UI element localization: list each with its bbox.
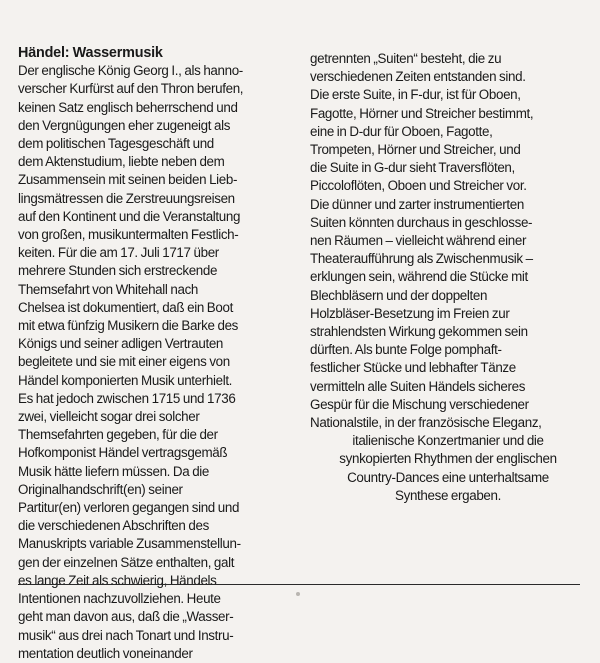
page-dot-mark — [296, 592, 300, 596]
text-line: gen der einzelnen Sätze enthalten, galt — [18, 554, 235, 570]
left-body — [18, 62, 296, 663]
text-line: Zusammensein mit seinen beiden Lieb- — [18, 172, 238, 188]
text-line: dürften. Als bunte Folge pomphaft- — [310, 342, 502, 358]
text-line: keiten. Für die am 17. Juli 1717 über — [18, 245, 219, 261]
text-line: mentation deutlich voneinander — [18, 645, 193, 661]
text-line: Trompeten, Hörner und Streicher, und — [310, 142, 521, 158]
text-line: Händel komponierten Musik unterhielt. — [18, 372, 233, 388]
text-line: begleitete und sie mit einer eigens von — [18, 354, 230, 370]
text-line: Chelsea ist dokumentiert, daß ein Boot — [18, 299, 233, 315]
text-line: mit etwa fünfzig Musikern die Barke des — [18, 318, 239, 334]
text-line: Fagotte, Hörner und Streicher bestimmt, — [310, 105, 534, 121]
text-line: Nationalstile, in der französische Eleganz, — [310, 415, 542, 431]
text-line: von großen, musikuntermalten Festlich- — [18, 227, 239, 243]
text-line: die verschiedenen Abschriften des — [18, 518, 209, 534]
left-column — [18, 44, 296, 663]
text-line: Die erste Suite, in F-dur, ist für Oboen, — [310, 87, 521, 103]
text-line: dem politischen Tagesgeschäft und — [18, 136, 214, 152]
text-line: vermitteln alle Suiten Händels sicheres — [310, 378, 526, 394]
text-line: dem Aktenstudium, liebte neben dem — [18, 154, 225, 170]
text-line: die Suite in G-dur sieht Traversflöten, — [310, 160, 515, 176]
text-line: Blechbläsern und der doppelten — [310, 287, 488, 303]
text-line: Königs und seiner adligen Vertrauten — [18, 336, 224, 352]
text-line: Intentionen nachzuvollziehen. Heute — [18, 591, 221, 607]
text-line: Piccoloflöten, Oboen und Streicher vor. — [310, 178, 527, 194]
right-column — [310, 50, 586, 505]
article-heading: Händel: Wassermusik — [18, 45, 163, 61]
text-line: Manuskripts variable Zusammenstellun- — [18, 536, 241, 552]
text-line: verscher Kurfürst auf den Thron berufen, — [18, 81, 244, 97]
text-line: Der englische König Georg I., als hanno- — [18, 63, 243, 79]
text-line: Es hat jedoch zwischen 1715 und 1736 — [18, 390, 236, 406]
text-line: Themsefahrten gegeben, für die der — [18, 427, 218, 443]
right-body — [310, 50, 586, 505]
text-line: Hofkomponist Händel vertragsgemäß — [18, 445, 228, 461]
text-line: Musik hätte liefern müssen. Da die — [18, 463, 210, 479]
text-line: Themsefahrt von Whitehall nach — [18, 281, 199, 297]
text-line: geht man davon aus, daß die „Wasser- — [18, 609, 234, 625]
text-line: Suiten könnten durchaus in geschlosse- — [310, 214, 533, 230]
text-line: nen Räumen – vielleicht während einer — [310, 233, 527, 249]
text-line: Die dünner und zarter instrumentierten — [310, 196, 524, 212]
text-line: synkopierten Rhythmen der englischen — [339, 451, 557, 467]
text-line: Partitur(en) verloren gegangen sind und — [18, 500, 240, 516]
text-line: erklungen sein, während die Stücke mit — [310, 269, 528, 285]
text-line: den Vergnügungen eher zugeneigt als — [18, 117, 231, 133]
text-line: eine in D-dur für Oboen, Fagotte, — [310, 123, 493, 139]
text-line: festlicher Stücke und lebhafter Tänze — [310, 360, 516, 376]
text-line: Gespür für die Mischung verschiedener — [310, 396, 529, 412]
text-line: verschiedenen Zeiten entstanden sind. — [310, 69, 526, 85]
text-line: Country-Dances eine unterhaltsame — [347, 469, 549, 485]
text-line: auf den Kontinent und die Veranstaltung — [18, 208, 241, 224]
text-line: Theateraufführung als Zwischenmusik – — [310, 251, 533, 267]
text-line: lingsmätressen die Zerstreuungsreisen — [18, 190, 235, 206]
text-line: Synthese ergaben. — [395, 487, 501, 503]
text-line: keinen Satz englisch beherrschend und — [18, 99, 238, 115]
text-line: Holzbläser-Besetzung im Freien zur — [310, 305, 510, 321]
text-line: zwei, vielleicht sogar drei solcher — [18, 409, 200, 425]
text-line: strahlendsten Wirkung gekommen sein — [310, 324, 528, 340]
text-line: Originalhandschrift(en) seiner — [18, 481, 183, 497]
bottom-rule — [18, 584, 580, 585]
text-line: musik“ aus drei nach Tonart und Instru- — [18, 627, 234, 643]
text-line: es lange Zeit als schwierig, Händels — [18, 572, 217, 588]
text-line: getrennten „Suiten“ besteht, die zu — [310, 51, 502, 66]
text-line: mehrere Stunden sich erstreckende — [18, 263, 218, 279]
text-line: italienische Konzertmanier und die — [352, 433, 544, 449]
